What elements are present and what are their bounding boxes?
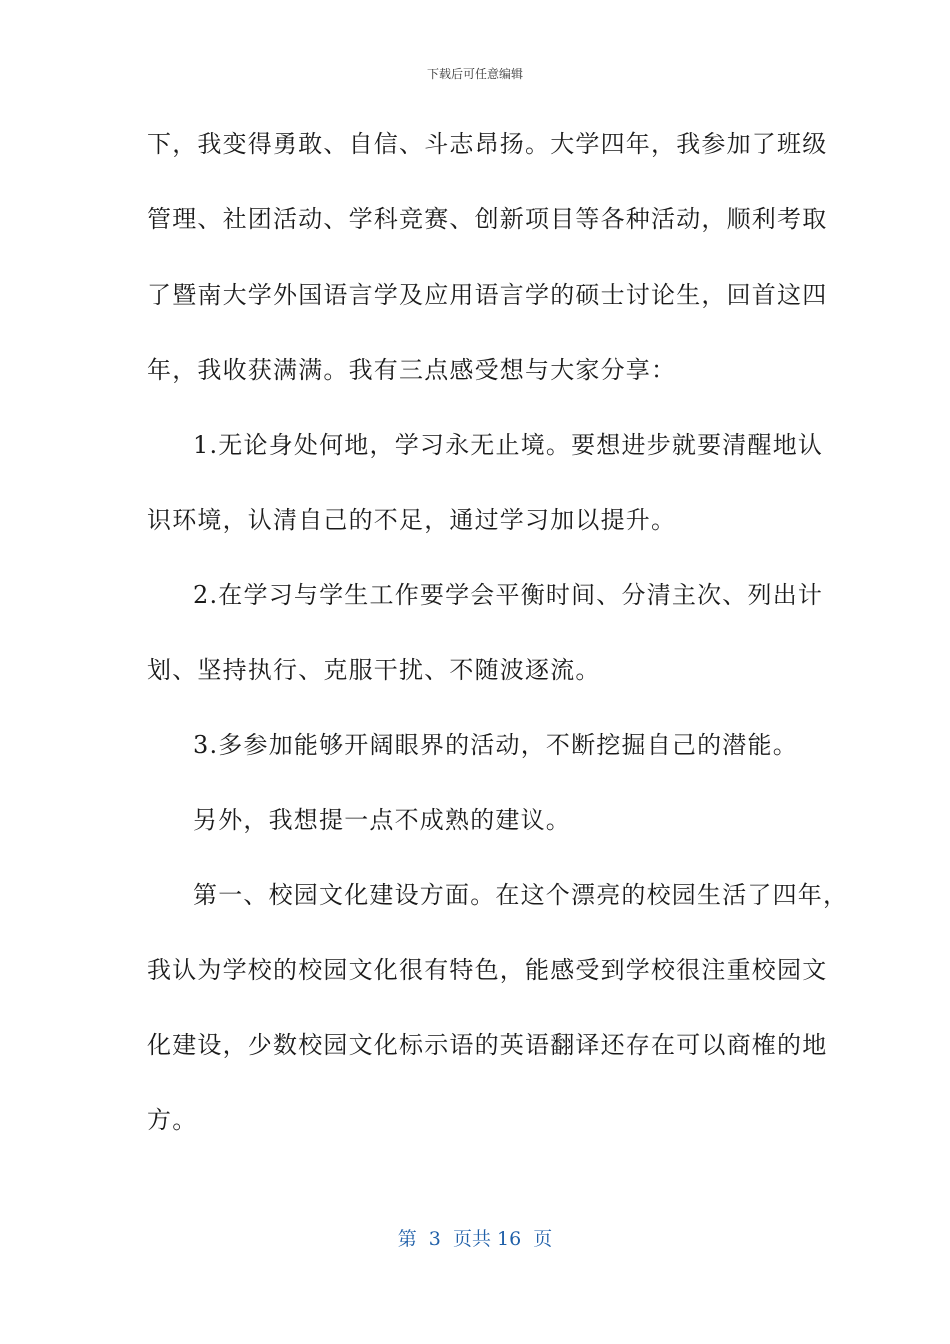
body-line: 我认为学校的校园文化很有特色，能感受到学校很注重校园文 <box>147 956 828 984</box>
body-line: 下，我变得勇敢、自信、斗志昂扬。大学四年，我参加了班级 <box>147 130 828 158</box>
list-item-1-line: 1.无论身处何地，学习永无止境。要想进步就要清醒地认 <box>193 431 824 459</box>
body-line: 化建设，少数校园文化标示语的英语翻译还存在可以商榷的地 <box>147 1031 828 1059</box>
body-line: 方。 <box>147 1106 198 1134</box>
body-line: 识环境，认清自己的不足，通过学习加以提升。 <box>147 506 677 534</box>
paragraph-line: 第一、校园文化建设方面。在这个漂亮的校园生活了四年， <box>193 881 849 909</box>
list-item-2-line: 2.在学习与学生工作要学会平衡时间、分清主次、列出计 <box>193 581 824 609</box>
page-number-footer: 第 3 页共 16 页 <box>397 1228 553 1250</box>
page-header-note: 下载后可任意编辑 <box>426 67 523 81</box>
paragraph-line: 另外，我想提一点不成熟的建议。 <box>193 806 571 834</box>
body-line: 管理、社团活动、学科竞赛、创新项目等各种活动，顺利考取 <box>147 205 828 233</box>
body-line: 年，我收获满满。我有三点感受想与大家分享： <box>147 356 677 384</box>
body-line: 了暨南大学外国语言学及应用语言学的硕士讨论生，回首这四 <box>147 281 828 309</box>
list-item-3-line: 3.多参加能够开阔眼界的活动，不断挖掘自己的潜能。 <box>193 731 798 759</box>
body-line: 划、坚持执行、克服干扰、不随波逐流。 <box>147 656 601 684</box>
